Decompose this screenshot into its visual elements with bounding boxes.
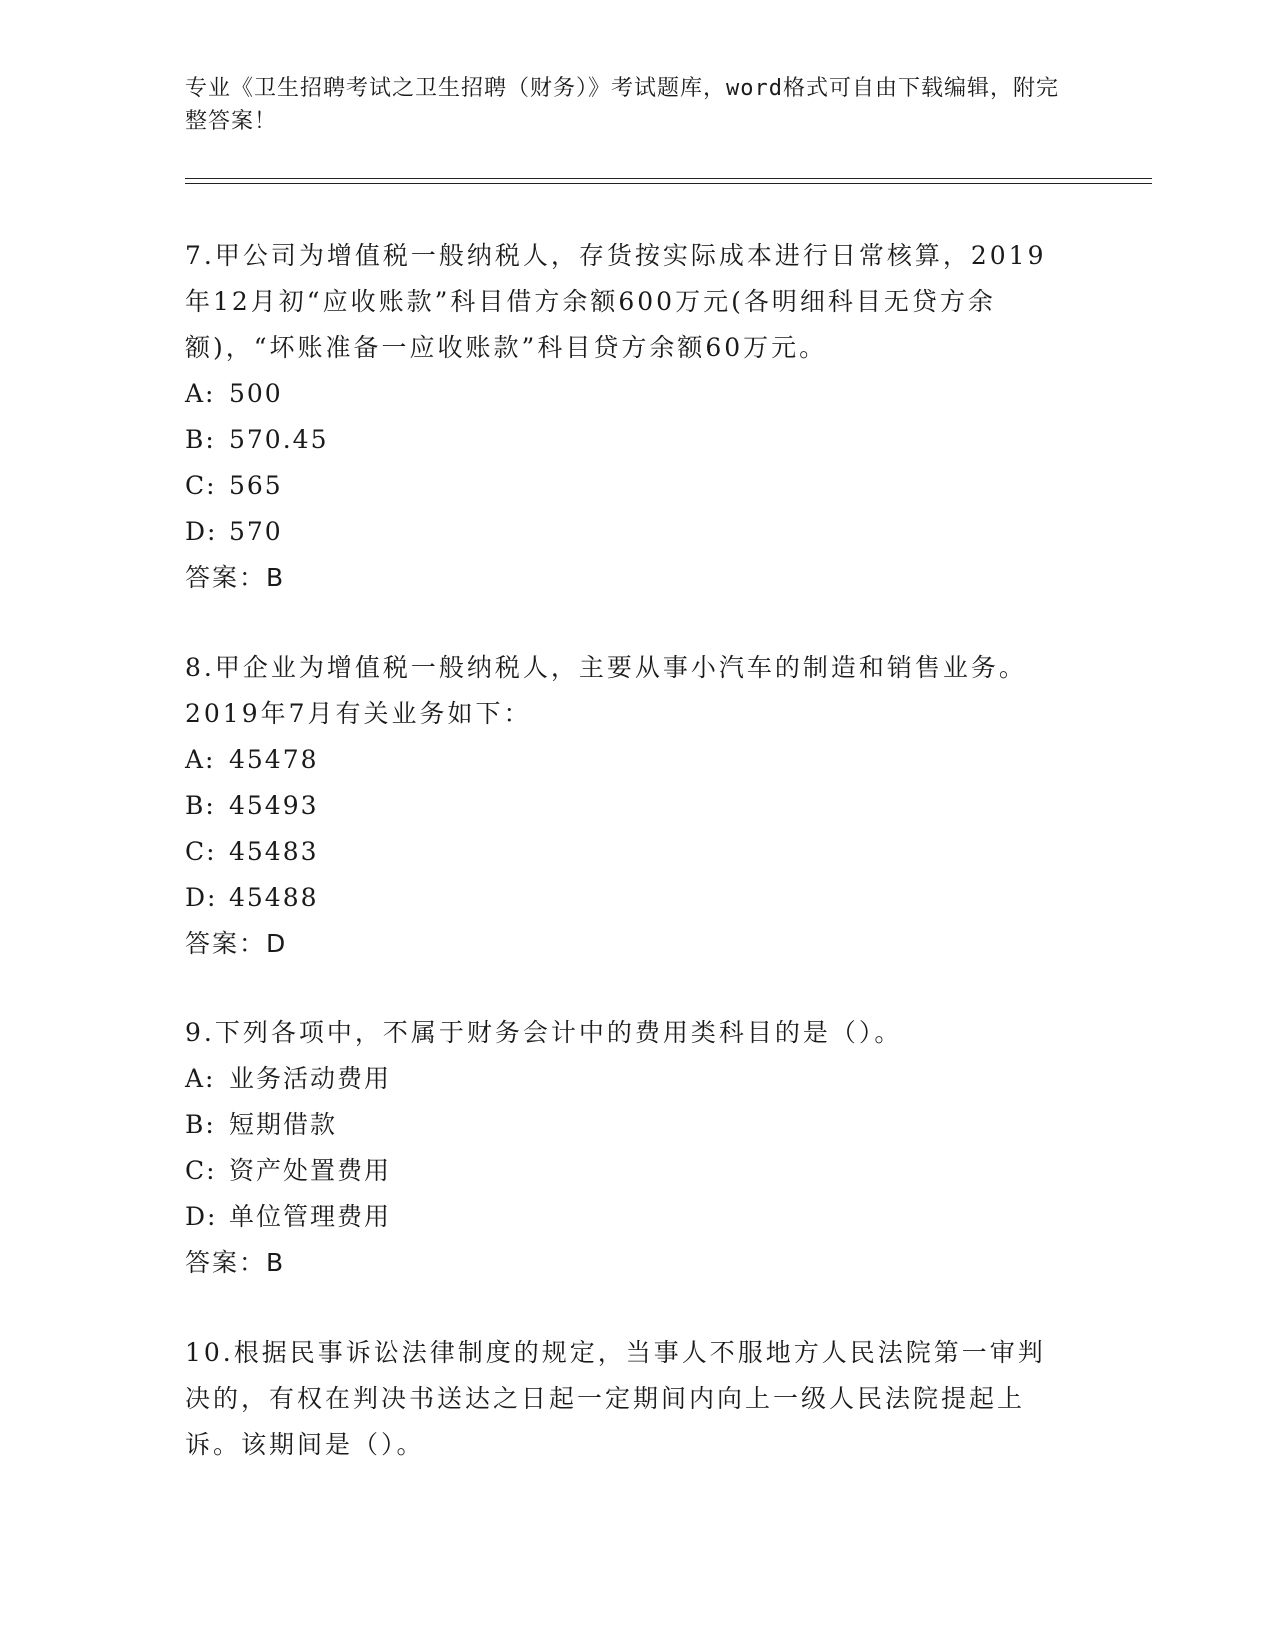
option-c bbox=[185, 1148, 1065, 1194]
document-header: 专业《卫生招聘考试之卫生招聘（财务）》考试题库，word格式可自由下载编辑，附完整答案！ bbox=[185, 76, 1059, 134]
option-a bbox=[185, 371, 1065, 417]
option-letter: A: bbox=[185, 1064, 216, 1093]
answer-line: 答案：B bbox=[185, 1248, 286, 1277]
question-10 bbox=[185, 1330, 1065, 1468]
answer-line: 答案：D bbox=[185, 929, 288, 958]
option-b bbox=[185, 783, 1065, 829]
question-stem: 10.根据民事诉讼法律制度的规定，当事人不服地方人民法院第一审判决的，有权在判决书送达之日起一定期间内向上一级人民法院提起上诉。该期间是（）。 bbox=[185, 1338, 1046, 1459]
option-b bbox=[185, 417, 1065, 463]
option-text: 500 bbox=[229, 379, 283, 408]
option-text: 业务活动费用 bbox=[229, 1064, 392, 1093]
option-text: 45478 bbox=[229, 745, 319, 774]
option-letter: D: bbox=[185, 517, 218, 546]
answer-line: 答案：B bbox=[185, 563, 286, 592]
option-letter: A: bbox=[185, 745, 216, 774]
option-letter: B: bbox=[185, 791, 216, 820]
question-9 bbox=[185, 1010, 1065, 1286]
question-stem: 7.甲公司为增值税一般纳税人，存货按实际成本进行日常核算，2019年12月初“应收账款”科目借方余额600万元(各明细科目无贷方余额)，“坏账准备一应收账款”科目贷方余额60万元。 bbox=[185, 241, 1047, 362]
option-letter: D: bbox=[185, 883, 218, 912]
option-letter: A: bbox=[185, 379, 216, 408]
option-c bbox=[185, 463, 1065, 509]
header-divider-bottom bbox=[185, 183, 1152, 184]
option-letter: D: bbox=[185, 1202, 218, 1231]
header-divider-top bbox=[185, 178, 1152, 179]
option-a bbox=[185, 737, 1065, 783]
option-letter: B: bbox=[185, 425, 216, 454]
option-text: 45488 bbox=[229, 883, 319, 912]
option-text: 570.45 bbox=[229, 425, 329, 454]
option-letter: C: bbox=[185, 1156, 217, 1185]
option-letter: C: bbox=[185, 471, 217, 500]
option-text: 565 bbox=[229, 471, 283, 500]
question-stem: 9.下列各项中，不属于财务会计中的费用类科目的是（）。 bbox=[185, 1018, 903, 1047]
question-8 bbox=[185, 645, 1065, 967]
option-b bbox=[185, 1102, 1065, 1148]
option-d bbox=[185, 875, 1065, 921]
option-d bbox=[185, 1194, 1065, 1240]
question-stem: 8.甲企业为增值税一般纳税人，主要从事小汽车的制造和销售业务。2019年7月有关业务如下： bbox=[185, 653, 1027, 728]
option-letter: B: bbox=[185, 1110, 216, 1139]
option-text: 短期借款 bbox=[229, 1110, 338, 1139]
option-d bbox=[185, 509, 1065, 555]
option-letter: C: bbox=[185, 837, 217, 866]
option-c bbox=[185, 829, 1065, 875]
option-text: 45493 bbox=[229, 791, 319, 820]
option-a bbox=[185, 1056, 1065, 1102]
option-text: 45483 bbox=[229, 837, 319, 866]
option-text: 资产处置费用 bbox=[229, 1156, 392, 1185]
option-text: 单位管理费用 bbox=[229, 1202, 392, 1231]
option-text: 570 bbox=[229, 517, 283, 546]
question-7 bbox=[185, 233, 1065, 601]
